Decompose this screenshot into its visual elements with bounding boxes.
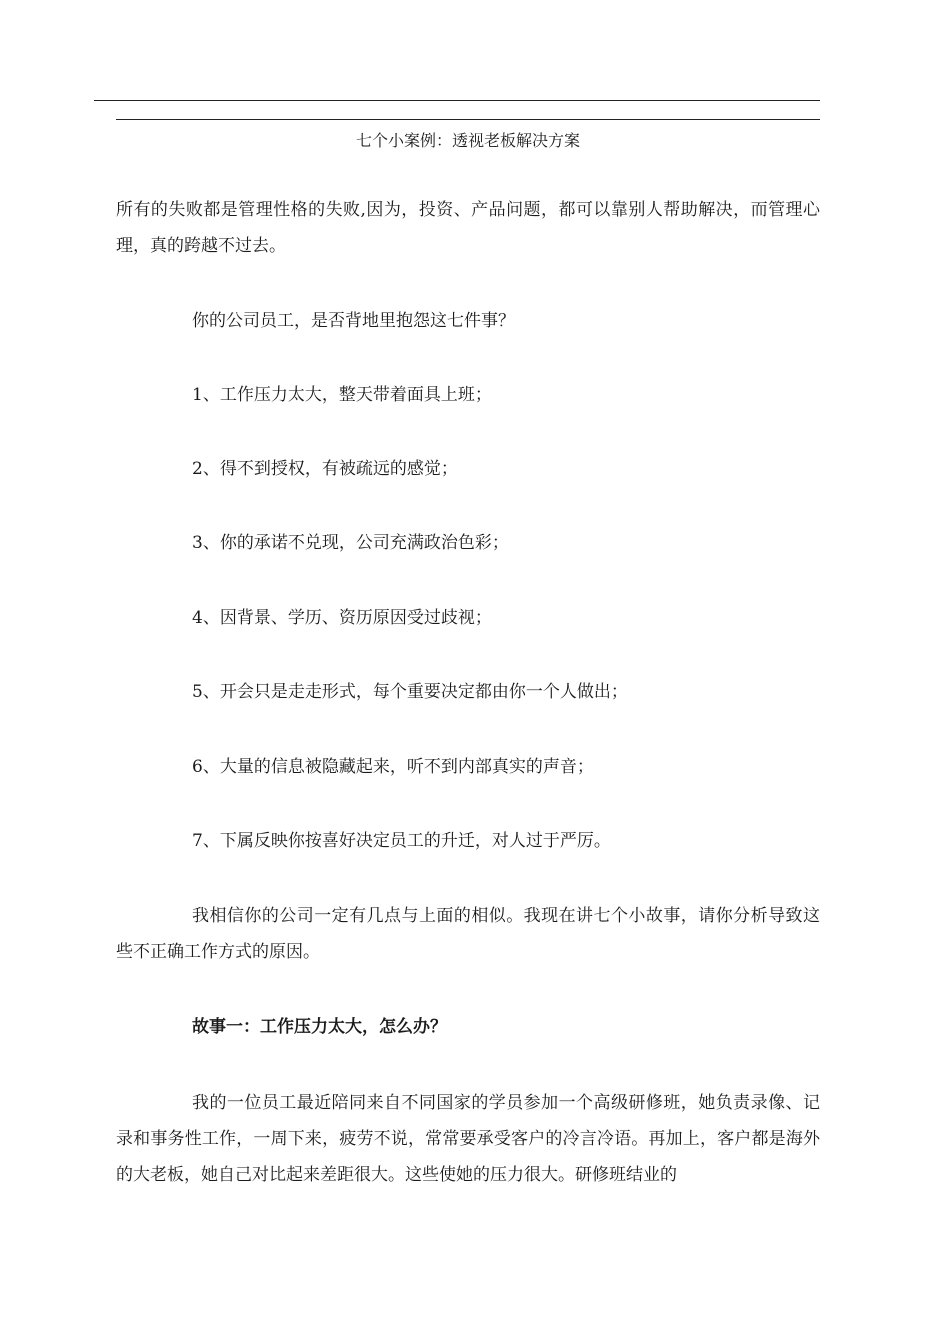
transition-paragraph: 我相信你的公司一定有几点与上面的相似。我现在讲七个小故事，请你分析导致这些不正确工作方式的原因。: [116, 906, 820, 962]
list-item-4: 4、因背景、学历、资历原因受过歧视；: [192, 608, 492, 628]
header-rule-top: [94, 100, 820, 101]
document-title: 七个小案例：透视老板解决方案: [355, 131, 580, 150]
intro-paragraph: 所有的失败都是管理性格的失败,因为，投资、产品问题，都可以靠别人帮助解决，而管理心理，真的跨越不过去。: [116, 200, 820, 256]
story-one-heading: 故事一：工作压力太大，怎么办？: [192, 1017, 447, 1037]
list-item-3: 3、你的承诺不兑现，公司充满政治色彩；: [192, 533, 509, 553]
list-item-2: 2、得不到授权，有被疏远的感觉；: [192, 459, 458, 479]
header-rule-bottom: [116, 119, 820, 120]
question-paragraph: 你的公司员工，是否背地里抱怨这七件事？: [192, 311, 515, 331]
list-item-6: 6、大量的信息被隐藏起来，听不到内部真实的声音；: [192, 757, 594, 777]
list-item-1: 1、工作压力太大，整天带着面具上班；: [192, 385, 492, 405]
list-item-7: 7、下属反映你按喜好决定员工的升迁，对人过于严厉。: [192, 831, 611, 851]
list-item-5: 5、开会只是走走形式，每个重要决定都由你一个人做出；: [192, 682, 628, 702]
story-one-body: 我的一位员工最近陪同来自不同国家的学员参加一个高级研修班，她负责录像、记录和事务性工作，一周下来，疲劳不说，常常要承受客户的冷言冷语。再加上，客户都是海外的大老板，她自己对比起来差距很大。这些使她的压力很大。研修班结业的: [116, 1093, 820, 1185]
